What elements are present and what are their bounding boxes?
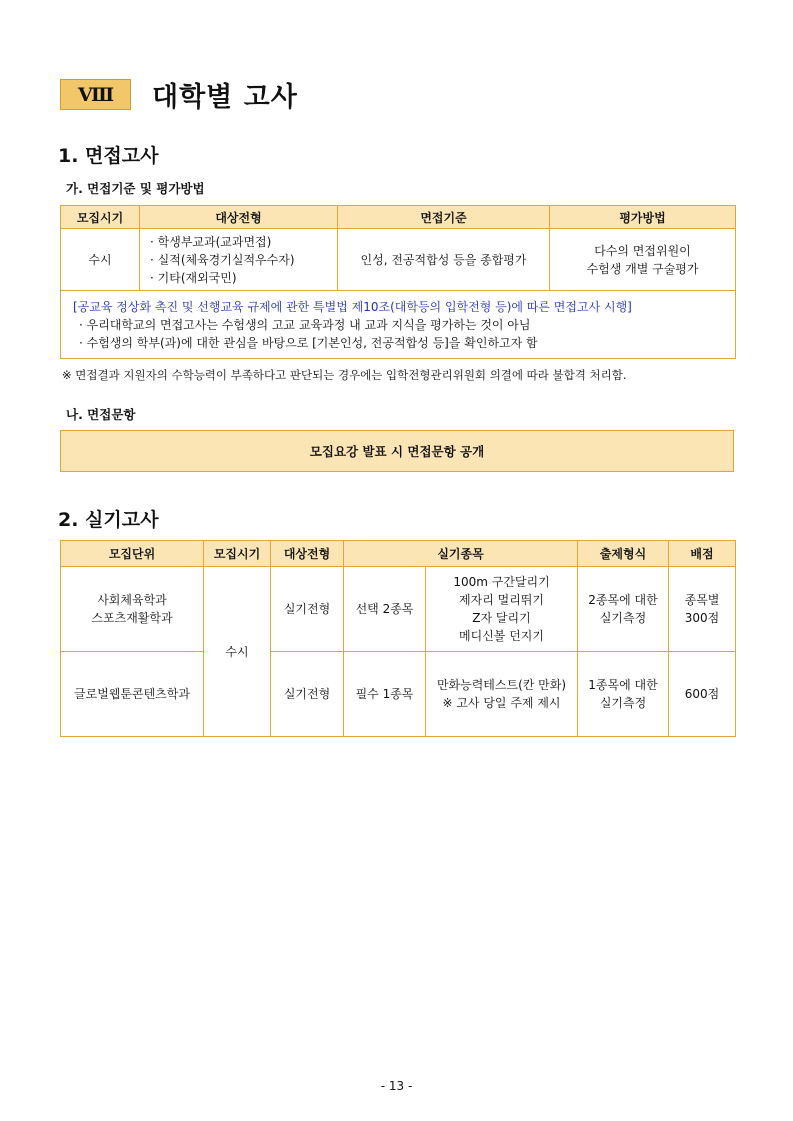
selection-cell: 필수 1종목 [344, 652, 426, 737]
section1-title: 1. 면접고사 [58, 145, 159, 167]
event-item: 제자리 멀리뛰기 [459, 593, 544, 607]
score-cell [669, 652, 736, 737]
events-cell [426, 652, 578, 737]
method-cell [550, 229, 736, 291]
method-line: 수험생 개별 구술평가 [586, 261, 699, 276]
chapter-badge: Ⅷ [60, 79, 131, 110]
section1-sub-b: 나. 면접문항 [66, 407, 136, 422]
unit-name: 스포츠재활학과 [91, 611, 173, 625]
type-cell: 실기전형 [271, 567, 344, 652]
event-item: 메디신볼 던지기 [459, 629, 544, 643]
law-notice-title: [공교육 정상화 촉진 및 선행교육 규제에 관한 특별법 제10조(대학등의 입학전형 등)에 따른 면접고사 시행] [73, 299, 632, 314]
target-type: · 실적(체육경기실적우수자) [150, 252, 295, 267]
target-type: · 기타(재외국민) [150, 270, 237, 285]
col-header: 모집시기 [61, 206, 140, 229]
unit-cell [61, 567, 204, 652]
col-header: 면접기준 [338, 206, 550, 229]
event-item: 100m 구간달리기 [453, 575, 550, 589]
format-cell [578, 652, 669, 737]
score-line: 600점 [684, 687, 720, 701]
unit-cell [61, 652, 204, 737]
format-line: 2종목에 대한 [588, 593, 658, 607]
practical-table [60, 540, 736, 737]
col-header: 실기종목 [344, 541, 578, 567]
interview-table [60, 205, 736, 359]
format-line: 1종목에 대한 [588, 678, 658, 692]
col-header: 모집시기 [204, 541, 271, 567]
format-line: 실기측정 [599, 696, 647, 710]
type-cell: 실기전형 [271, 652, 344, 737]
score-line: 종목별 [684, 593, 720, 607]
events-cell [426, 567, 578, 652]
format-line: 실기측정 [599, 611, 647, 625]
unit-name: 글로벌웹툰콘텐츠학과 [74, 687, 190, 701]
unit-name: 사회체육학과 [97, 593, 167, 607]
period-cell: 수시 [61, 229, 140, 291]
col-header: 평가방법 [550, 206, 736, 229]
law-notice-cell [61, 291, 736, 359]
format-cell [578, 567, 669, 652]
method-line: 다수의 면접위원이 [594, 243, 691, 258]
interview-note: ※ 면접결과 지원자의 수학능력이 부족하다고 판단되는 경우에는 입학전형관리위원회 의결에 따라 불합격 처리함. [62, 368, 627, 382]
col-header: 대상전형 [140, 206, 338, 229]
law-notice-line: · 수험생의 학부(과)에 대한 관심을 바탕으로 [기본인성, 전공적합성 등]을 확인하고자 함 [79, 335, 538, 350]
section2-title: 2. 실기고사 [58, 509, 159, 531]
event-item: ※ 고사 당일 주제 제시 [442, 696, 561, 710]
event-item: 만화능력테스트(칸 만화) [436, 678, 567, 692]
col-header: 대상전형 [271, 541, 344, 567]
selection-cell: 선택 2종목 [344, 567, 426, 652]
interview-question-notice: 모집요강 발표 시 면접문항 공개 [60, 430, 734, 472]
criteria-cell: 인성, 전공적합성 등을 종합평가 [338, 229, 550, 291]
score-cell [669, 567, 736, 652]
col-header: 배점 [669, 541, 736, 567]
target-type: · 학생부교과(교과면접) [150, 234, 272, 249]
chapter-title: 대학별 고사 [152, 82, 298, 113]
section1-sub-a: 가. 면접기준 및 평가방법 [66, 181, 205, 196]
event-item: Z자 달리기 [472, 611, 531, 625]
period-cell: 수시 [204, 567, 271, 737]
law-notice-line: · 우리대학교의 면접고사는 수험생의 고교 교육과정 내 교과 지식을 평가하는 것이 아님 [79, 317, 531, 332]
score-line: 300점 [684, 611, 720, 625]
col-header: 출제형식 [578, 541, 669, 567]
col-header: 모집단위 [61, 541, 204, 567]
target-types-cell [140, 229, 338, 291]
page-number: - 13 - [380, 1079, 413, 1093]
